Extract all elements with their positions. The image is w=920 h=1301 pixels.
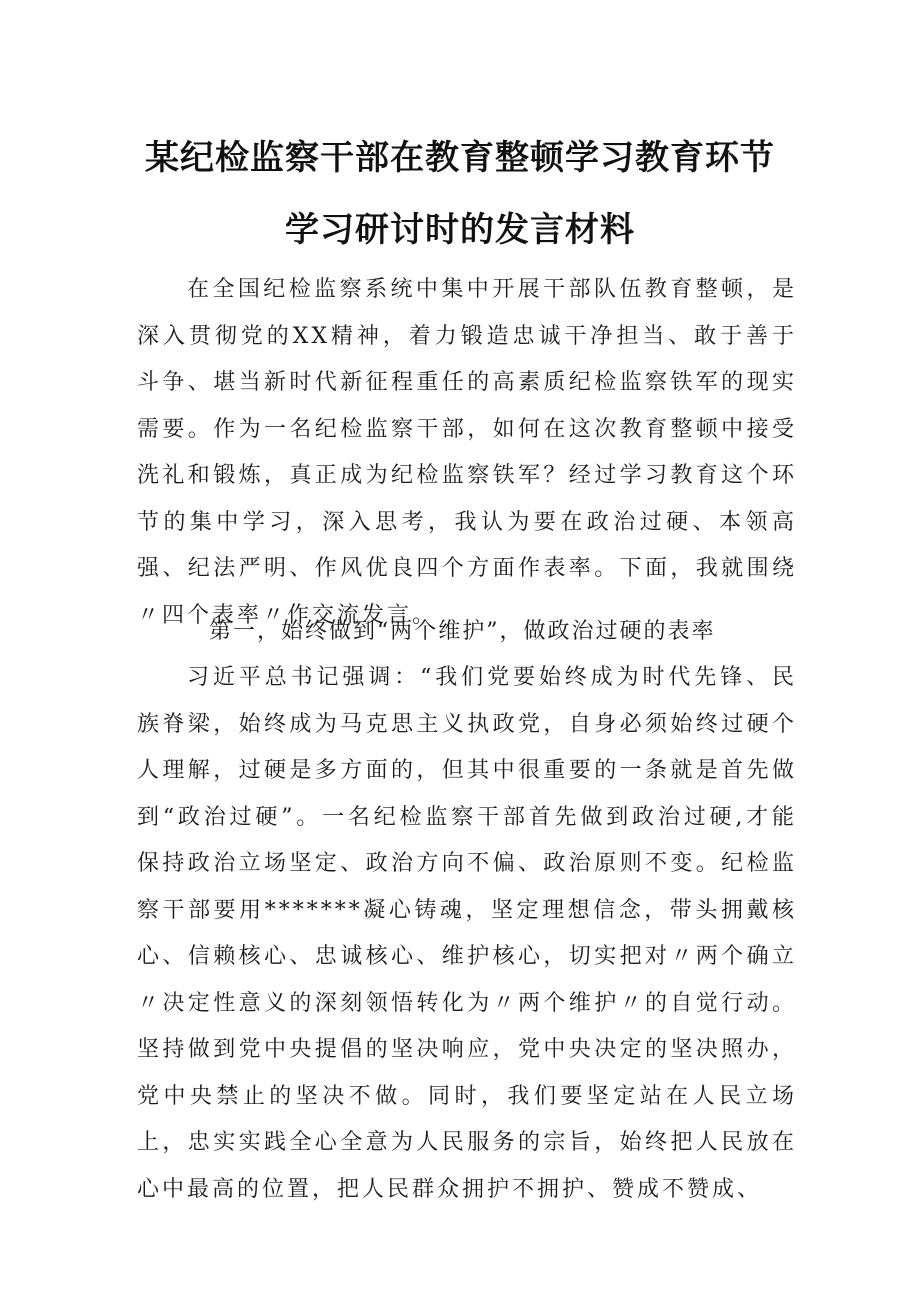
paragraph-political: 习近平总书记强调：“我们党要始终成为时代先锋、民族脊梁，始终成为马克思主义执政党，自身必须始终过硬个人理解，过硬是多方面的，但其中很重要的一条就是首先做到“政治过硬”。一名纪检监察干部首先做到政治过硬,才能保持政治立场坚定、政治方向不偏、政治原则不变。纪检监察干部要用*******凝心铸魂，坚定理想信念，带头拥戴核心、信赖核心、忠诚核心、维护核心，切实把对〃两个确立〃决定性意义的深刻领悟转化为〃两个维护〃的自觉行动。坚持做到党中央提倡的坚决响应，党中央决定的坚决照办，党中央禁止的坚决不做。同时，我们要坚定站在人民立场上，忠实实践全心全意为人民服务的宗旨，始终把人民放在心中最高的位置，把人民群众拥护不拥护、赞成不赞成、 (137, 665, 797, 1202)
document-title-line-1: 某纪检监察干部在教育整顿学习教育环节 (145, 138, 775, 178)
document-title-line-2: 学习研讨时的发言材料 (285, 210, 635, 250)
paragraph-intro: 在全国纪检监察系统中集中开展干部队伍教育整顿，是深入贯彻党的XX精神，着力锻造忠诚干净担当、敢于善于斗争、堪当新时代新征程重任的高素质纪检监察铁军的现实需要。作为一名纪检监察干部，如何在这次教育整顿中接受洗礼和锻炼，真正成为纪检监察铁军？经过学习教育这个环节的集中学习，深入思考，我认为要在政治过硬、本领高强、纪法严明、作风优良四个方面作表率。下面，我就围绕〃四个表率〃作交流发言。 (137, 277, 797, 628)
section-heading: 第一，始终做到“两个维护”，做政治过硬的表率 (209, 619, 716, 644)
